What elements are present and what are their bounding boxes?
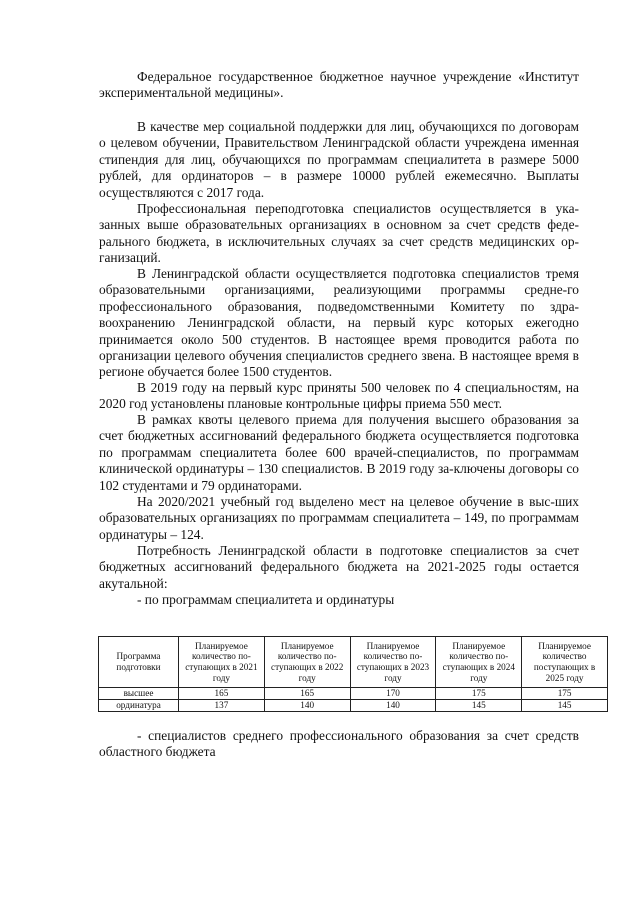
table-cell: 175 [522, 688, 608, 700]
table-header-cell: Планируемое количество поступающих в 2025 году [522, 637, 608, 688]
table-cell: ординатура [99, 700, 179, 712]
table-row [99, 700, 608, 712]
subheading-secondary-professional: - специалистов среднего профессионального образования за счет средств областного бюджета [99, 728, 579, 760]
table-header-cell: Программа подготовки [99, 637, 179, 688]
table-cell: 165 [264, 688, 350, 700]
table-cell: 137 [179, 700, 265, 712]
table-cell: 145 [436, 700, 522, 712]
table-header-cell: Планируемое количество по-ступающих в 2024 году [436, 637, 522, 688]
subheading-specialty-residency: - по программам специалитета и ординатуры [137, 592, 395, 607]
paragraph-need-2021-2025: Потребность Ленинградской области в подготовке специалистов за счет бюджетных ассигнований федерального бюджета на 2021-2025 годы остается акутальной: [99, 543, 579, 591]
table-header-cell: Планируемое количество по-ступающих в 2021 году [179, 637, 265, 688]
table-cell: 140 [264, 700, 350, 712]
table-cell: 170 [350, 688, 436, 700]
table-row [99, 688, 608, 700]
paragraph-2020-2021: На 2020/2021 учебный год выделено мест на целевое обучение в выс-ших образовательных организациях по программам специалитета – 149, по программам ординатуры – 124. [99, 494, 579, 542]
paragraph-retraining: Профессиональная переподготовка специалистов осуществляется в ука-занных выше образовательных организациях в основном за счет средств феде-рального бюджета, в исключительных случаях за счет средств медицинских ор-ганизаций. [99, 201, 579, 266]
table-cell: высшее [99, 688, 179, 700]
admission-plan-table [98, 636, 608, 712]
paragraph-institute: Федеральное государственное бюджетное научное учреждение «Институт экспериментальной медицины». [99, 69, 579, 101]
table-header-row [99, 637, 608, 688]
paragraph-scholarship: В качестве мер социальной поддержки для лиц, обучающихся по договорам о целевом обучении, Правительством Ленинградской области учреждена именная стипендия для лиц, обучающихся по программам специалитета в размере 5000 рублей, для ординаторов – в размере 10000 рублей ежемесячно. Выплаты осуществляются с 2017 года. [99, 119, 579, 200]
paragraph-target-quota: В рамках квоты целевого приема для получения высшего образования за счет бюджетных ассигнований федерального бюджета осуществляется подготовка по программам специалитета более 600 врачей-специалистов, по программам клинической ординатуры – 130 специалистов. В 2019 году за-ключены договоры со 102 студентами и 79 ординаторами. [99, 412, 579, 493]
paragraph-2019-admission: В 2019 году на первый курс приняты 500 человек по 4 специальностям, на 2020 год установлены плановые контрольные цифры приема 550 мест. [99, 380, 579, 412]
table-cell: 145 [522, 700, 608, 712]
table-cell: 140 [350, 700, 436, 712]
table-header-cell: Планируемое количество по-ступающих в 2022 году [264, 637, 350, 688]
table-header-cell: Планируемое количество по-ступающих в 2023 году [350, 637, 436, 688]
paragraph-secondary-education: В Ленинградской области осуществляется подготовка специалистов тремя образовательными организациями, реализующими программы средне-го профессионального образования, подведомственными Комитету по здра-воохранению Ленинградской области, на первый курс которых ежегодно принимается около 500 студентов. В настоящее время проводится работа по организации целевого обучения специалистов среднего звена. В настоящее время в регионе обучается более 1500 студентов. [99, 266, 579, 380]
table-cell: 165 [179, 688, 265, 700]
table-cell: 175 [436, 688, 522, 700]
